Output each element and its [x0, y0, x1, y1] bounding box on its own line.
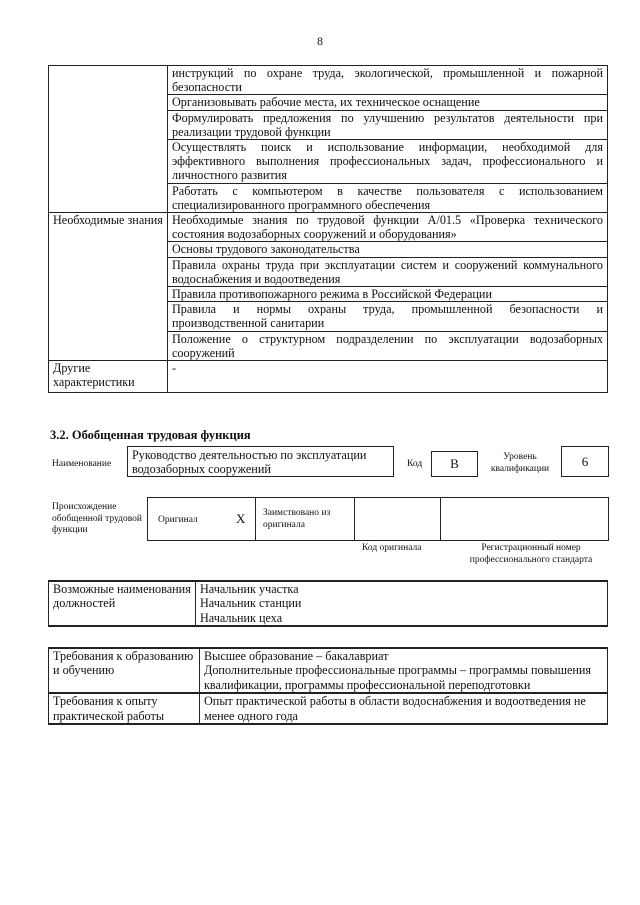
table-cell-left	[49, 66, 168, 213]
divider	[354, 497, 355, 541]
table-row	[49, 213, 608, 242]
knowledge-label: Необходимые знания	[49, 213, 168, 361]
table-row	[49, 581, 608, 626]
table-cell: Осуществлять поиск и использование информации, необходимой для эффективного выполнения профессиональных задач, профессионального и личностного развития	[168, 140, 608, 184]
education-values	[200, 648, 608, 693]
position-item: Начальник цеха	[200, 610, 283, 625]
experience-values	[200, 693, 608, 724]
positions-table	[48, 580, 608, 627]
divider	[255, 497, 256, 541]
divider	[440, 497, 441, 541]
positions-label: Возможные наименования должностей	[49, 581, 196, 626]
requirement-line: Высшее образование – бакалавриат	[204, 649, 389, 663]
origin-row-box	[147, 497, 609, 541]
table-cell: Организовывать рабочие места, их техническое оснащение	[168, 95, 608, 110]
table-cell: Правила противопожарного режима в Российской Федерации	[168, 287, 608, 302]
name-label: Наименование	[52, 459, 112, 469]
code-original-caption: Код оригинала	[362, 543, 422, 553]
table-cell: инструкций по охране труда, экологической, промышленной и пожарной безопасности	[168, 66, 608, 95]
origin-label: Происхождение обобщенной трудовой функции	[52, 502, 142, 535]
competency-table	[48, 65, 608, 393]
reg-number-caption: Регистрационный номер профессионального стандарта	[469, 543, 593, 565]
table-cell: -	[168, 361, 608, 393]
code-label: Код	[407, 459, 423, 469]
position-item: Начальник участка	[200, 582, 299, 596]
table-cell: Работать с компьютером в качестве пользователя с использованием специализированного программного обеспечения	[168, 183, 608, 212]
original-label: Оригинал	[158, 515, 198, 525]
requirement-line: Дополнительные профессиональные программы – программы повышения квалификации, программы профессиональной переподготовки	[204, 663, 592, 692]
table-cell: Правила и нормы охраны труда, промышленной безопасности и производственной санитарии	[168, 302, 608, 331]
function-name-value: Руководство деятельностью по эксплуатации водозаборных сооружений	[132, 448, 367, 476]
table-row	[49, 361, 608, 393]
section-title: 3.2. Обобщенная трудовая функция	[50, 428, 251, 442]
education-label: Требования к образованию и обучению	[49, 648, 200, 693]
page-number: 8	[317, 34, 323, 48]
table-row	[49, 66, 608, 95]
positions-values	[196, 581, 608, 626]
original-mark: X	[236, 511, 246, 526]
borrowed-label: Заимствовано из оригинала	[263, 508, 331, 530]
level-value: 6	[581, 454, 589, 469]
level-label: Уровень квалификации	[490, 452, 550, 474]
other-characteristics-label: Другие характеристики	[49, 361, 168, 393]
table-cell: Правила охраны труда при эксплуатации систем и сооружений коммунального водоснабжения и водоотведения	[168, 257, 608, 286]
table-cell: Основы трудового законодательства	[168, 242, 608, 257]
table-cell: Положение о структурном подразделении по эксплуатации водозаборных сооружений	[168, 331, 608, 360]
table-row	[49, 693, 608, 724]
table-cell: Необходимые знания по трудовой функции А/01.5 «Проверка технического состояния водозаборных сооружений и оборудования»	[168, 213, 608, 242]
code-value: В	[450, 456, 459, 471]
requirement-line: Опыт практической работы в области водоснабжения и водоотведения не менее одного года	[204, 694, 586, 723]
table-cell: Формулировать предложения по улучшению результатов деятельности при реализации трудовой функции	[168, 110, 608, 139]
code-box	[431, 451, 478, 477]
function-name-box	[127, 446, 394, 477]
experience-label: Требования к опыту практической работы	[49, 693, 200, 724]
table-row	[49, 648, 608, 693]
requirements-table	[48, 647, 608, 725]
level-box	[561, 446, 609, 477]
position-item: Начальник станции	[200, 596, 302, 611]
